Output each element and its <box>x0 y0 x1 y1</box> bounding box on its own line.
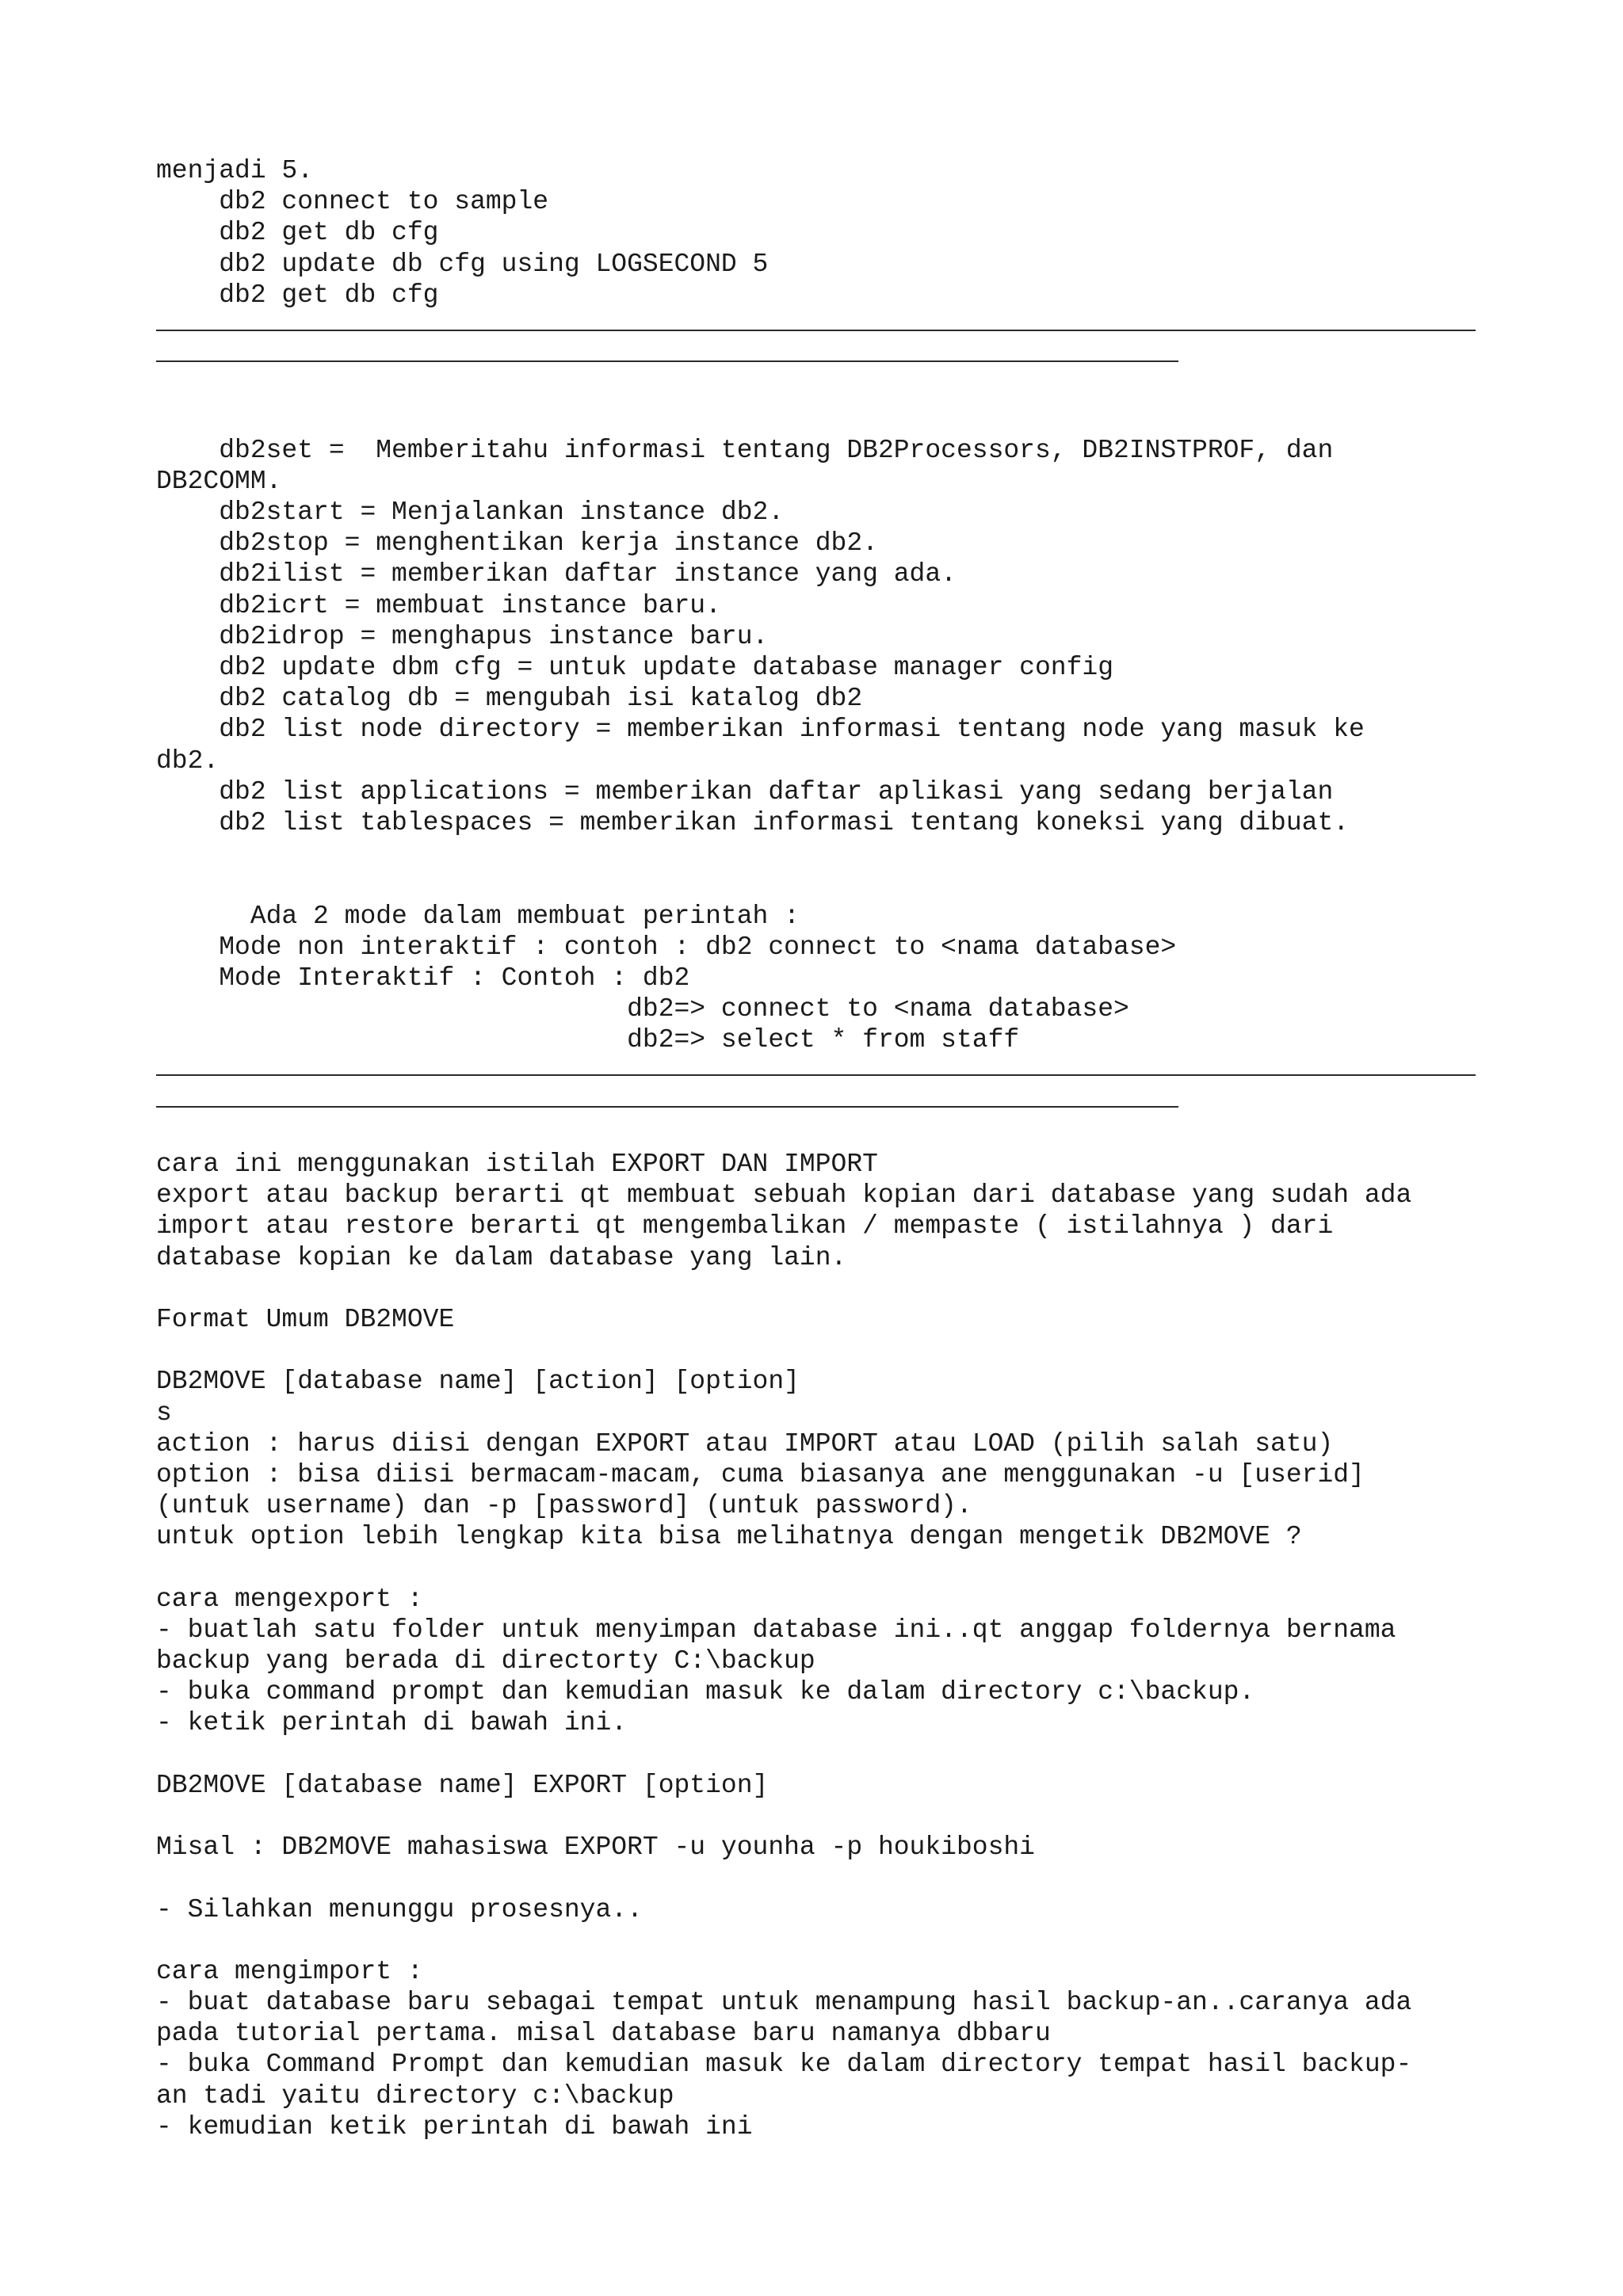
text-line: Misal : DB2MOVE mahasiswa EXPORT -u younha -p houkiboshi <box>156 1833 1035 1863</box>
blank-line <box>156 1552 1487 1583</box>
blank-line <box>156 1739 1487 1770</box>
text-line: Mode non interaktif : contoh : db2 connect to <nama database> <box>156 932 1177 962</box>
text-line: - ketik perintah di bawah ini. <box>156 1708 628 1738</box>
blank-line <box>156 1335 1487 1366</box>
text-line: an tadi yaitu directory c:\backup <box>156 2081 674 2111</box>
text-line: db2=> select * from staff <box>156 1025 1020 1055</box>
text-line: Ada 2 mode dalam membuat perintah : <box>156 901 800 931</box>
text-line: - Silahkan menunggu prosesnya.. <box>156 1894 643 1924</box>
text-line: s <box>156 1398 172 1428</box>
text-line: untuk option lebih lengkap kita bisa melihatnya dengan mengetik DB2MOVE ? <box>156 1522 1302 1552</box>
blank-line <box>156 1273 1487 1304</box>
blank-line <box>156 1801 1487 1832</box>
document-body <box>156 155 1487 2142</box>
text-line: import atau restore berarti qt mengembalikan / mempaste ( istilahnya ) dari <box>156 1211 1334 1241</box>
text-line: DB2MOVE [database name] [action] [option] <box>156 1367 800 1397</box>
text-line: cara mengimport : <box>156 1956 423 1986</box>
text-line: - buka command prompt dan kemudian masuk ke dalam directory c:\backup. <box>156 1677 1255 1707</box>
text-line: db2ilist = memberikan daftar instance yang ada. <box>156 559 957 589</box>
separator-line <box>156 341 1487 372</box>
text-line: db2icrt = membuat instance baru. <box>156 590 721 620</box>
blank-line <box>156 838 1487 869</box>
horizontal-rule <box>156 330 1476 331</box>
horizontal-rule <box>156 1106 1178 1108</box>
text-line: db2 list tablespaces = memberikan informasi tentang koneksi yang dibuat. <box>156 807 1350 837</box>
blank-line <box>156 1863 1487 1894</box>
text-line: database kopian ke dalam database yang lain. <box>156 1242 847 1272</box>
text-line: Format Umum DB2MOVE <box>156 1304 455 1334</box>
separator-line <box>156 1087 1487 1118</box>
text-line: db2 update dbm cfg = untuk update database manager config <box>156 653 1113 682</box>
text-line: db2 get db cfg <box>156 280 439 310</box>
blank-line <box>156 404 1487 435</box>
separator-line <box>156 1055 1487 1086</box>
text-line: DB2MOVE [database name] EXPORT [option] <box>156 1770 769 1800</box>
text-line: db2set = Memberitahu informasi tentang DB2Processors, DB2INSTPROF, dan <box>156 435 1334 465</box>
blank-line <box>156 372 1487 403</box>
text-line: action : harus diisi dengan EXPORT atau IMPORT atau LOAD (pilih salah satu) <box>156 1428 1334 1459</box>
horizontal-rule <box>156 1074 1476 1076</box>
text-line: - kemudian ketik perintah di bawah ini <box>156 2111 753 2142</box>
text-line: db2 catalog db = mengubah isi katalog db2 <box>156 684 863 714</box>
separator-line <box>156 311 1487 341</box>
text-line: db2start = Menjalankan instance db2. <box>156 498 785 528</box>
horizontal-rule <box>156 360 1178 362</box>
text-line: DB2COMM. <box>156 466 282 496</box>
text-line: backup yang berada di directorty C:\backup <box>156 1646 815 1676</box>
blank-line <box>156 1925 1487 1956</box>
text-line: Mode Interaktif : Contoh : db2 <box>156 963 690 993</box>
text-line: db2 get db cfg <box>156 218 439 248</box>
text-line: - buatlah satu folder untuk menyimpan database ini..qt anggap foldernya bernama <box>156 1615 1396 1645</box>
text-line: option : bisa diisi bermacam-macam, cuma biasanya ane menggunakan -u [userid] <box>156 1459 1365 1489</box>
text-line: db2 list node directory = memberikan informasi tentang node yang masuk ke <box>156 715 1365 745</box>
blank-line <box>156 1118 1487 1149</box>
text-line: cara mengexport : <box>156 1584 423 1614</box>
text-line: db2 connect to sample <box>156 187 549 217</box>
text-line: db2stop = menghentikan kerja instance db2. <box>156 528 878 559</box>
text-line: db2 update db cfg using LOGSECOND 5 <box>156 249 769 279</box>
text-line: - buat database baru sebagai tempat untuk menampung hasil backup-an..caranya ada <box>156 1988 1412 2018</box>
text-line: - buka Command Prompt dan kemudian masuk ke dalam directory tempat hasil backup- <box>156 2050 1412 2080</box>
text-line: db2. <box>156 746 220 776</box>
text-line: export atau backup berarti qt membuat sebuah kopian dari database yang sudah ada <box>156 1180 1412 1211</box>
text-line: db2 list applications = memberikan daftar aplikasi yang sedang berjalan <box>156 776 1334 807</box>
blank-line <box>156 869 1487 900</box>
text-line: cara ini menggunakan istilah EXPORT DAN IMPORT <box>156 1150 878 1179</box>
text-line: pada tutorial pertama. misal database baru namanya dbbaru <box>156 2019 1051 2049</box>
text-line: db2=> connect to <nama database> <box>156 994 1129 1024</box>
text-line: db2idrop = menghapus instance baru. <box>156 621 769 651</box>
text-line: menjadi 5. <box>156 156 314 185</box>
text-line: (untuk username) dan -p [password] (untuk password). <box>156 1491 972 1521</box>
